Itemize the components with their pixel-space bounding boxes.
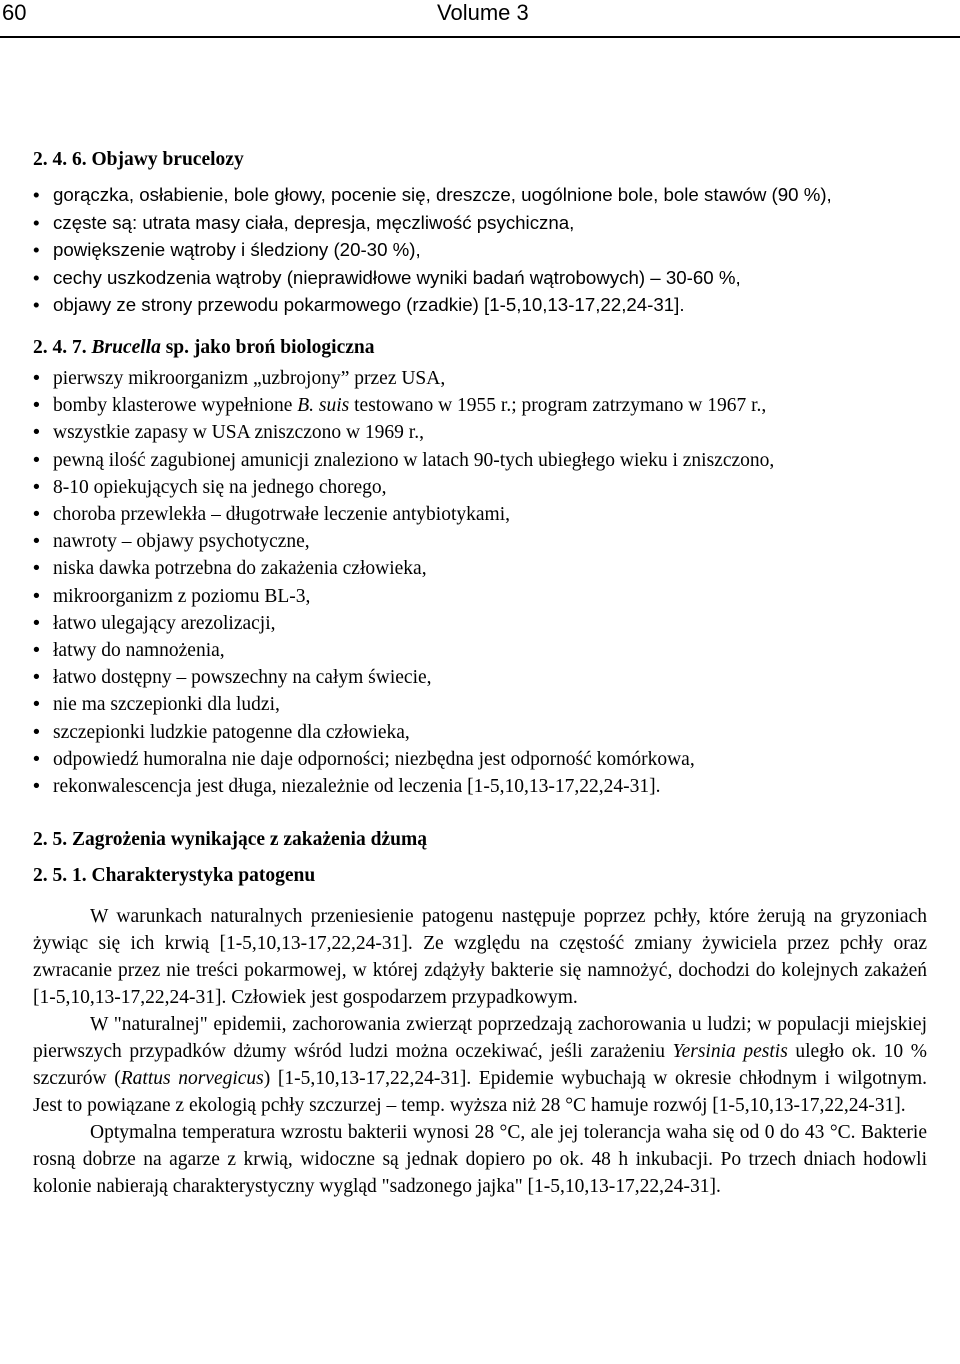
species-name: Rattus norvegicus bbox=[120, 1068, 264, 1090]
heading-brucellosis-symptoms: 2. 4. 6. Objawy brucelozy bbox=[33, 149, 244, 170]
heading-number: 2. 4. 7. bbox=[33, 336, 87, 358]
list-item: • cechy uszkodzenia wątroby (nieprawidłowe wyniki badań wątrobowych) – 30-60 %, bbox=[33, 264, 927, 292]
list-item-text: testowano w 1955 r.; program zatrzymano w 1967 r., bbox=[354, 395, 767, 417]
page-number: 60 bbox=[2, 0, 27, 25]
paragraph bbox=[33, 1011, 927, 1119]
paragraph-text: uległo ok. 10 % szczurów ( bbox=[33, 1041, 928, 1090]
heading-biological-weapon bbox=[33, 334, 927, 362]
list-item-text: bomby klasterowe wypełnione bbox=[53, 395, 293, 417]
heading-pathogen-characteristics: 2. 5. 1. Charakterystyka patogenu bbox=[33, 865, 316, 887]
list-item: • nie ma szczepionki dla ludzi, bbox=[33, 691, 927, 718]
species-name: Yersinia pestis bbox=[672, 1041, 788, 1063]
list-item: • gorączka, osłabienie, bole głowy, pocenie się, dreszcze, uogólnione bole, bole stawów (90 %), bbox=[33, 181, 927, 209]
paragraph: W warunkach naturalnych przeniesienie patogenu następuje poprzez pchły, które żerują na gryzoniach żywiąc się ich krwią [1-5,10,13-17,22,24-31]. Ze względu na częstość zmiany żywiciela przez pchły oraz zwracanie przez nie treści pokarmowej, w której zdążyły bakterie się namnożyć, dochodzi do kolejnych zakażeń [1-5,10,13-17,22,24-31]. Człowiek jest gospodarzem przypadkowym. bbox=[33, 906, 927, 1009]
list-item: • powiększenie wątroby i śledziony (20-30 %), bbox=[33, 236, 927, 264]
list-item: • wszystkie zapasy w USA zniszczono w 1969 r., bbox=[33, 419, 927, 446]
list-item bbox=[33, 392, 927, 419]
heading-text: sp. jako broń biologiczna bbox=[165, 336, 375, 358]
list-item: • 8-10 opiekujących się na jednego chorego, bbox=[33, 474, 927, 501]
list-item: • pierwszy mikroorganizm „uzbrojony” przez USA, bbox=[33, 365, 927, 392]
list-item: • szczepionki ludzkie patogenne dla człowieka, bbox=[33, 719, 927, 746]
paragraph: Optymalna temperatura wzrostu bakterii wynosi 28 °C, ale jej tolerancja waha się od 0 do 43 °C. Bakterie rosną dobrze na agarze z krwią, widoczne są jednak dopiero po ok. 48 h inkubacji. Po trzech dniach hodowli kolonie nabierają charakterystyczny wygląd "sadzonego jajka" [1-5,10,13-17,22,24-31]. bbox=[33, 1122, 927, 1198]
volume-label: Volume 3 bbox=[437, 0, 529, 25]
list-item: • niska dawka potrzebna do zakażenia człowieka, bbox=[33, 555, 927, 582]
list-item: • mikroorganizm z poziomu BL-3, bbox=[33, 583, 927, 610]
species-name: B. suis bbox=[297, 395, 350, 417]
list-item: • nawroty – objawy psychotyczne, bbox=[33, 528, 927, 555]
list-item: • częste są: utrata masy ciała, depresja, męczliwość psychiczna, bbox=[33, 209, 927, 237]
running-header bbox=[0, 0, 960, 38]
list-item: • łatwo ulegający arezolizacji, bbox=[33, 610, 927, 637]
list-item: • choroba przewlekła – długotrwałe leczenie antybiotykami, bbox=[33, 501, 927, 528]
list-item: • łatwo dostępny – powszechny na całym świecie, bbox=[33, 664, 927, 691]
paragraph-text: ) [1-5,10,13-17,22,24-31]. Epidemie wybuchają w okresie chłodnym i wilgotnym. Jest to powiązane z ekologią pchły szczurzej – temp. wyższa niż 28 °C hamuje rozwój [1-5,10,13-17,22,24-31]. bbox=[33, 1068, 927, 1117]
weapon-list bbox=[33, 365, 927, 800]
symptoms-list bbox=[33, 181, 927, 319]
paragraph-text: W "naturalnej" epidemii, zachorowania zwierząt poprzedzają zachorowania u ludzi; w populacji miejskiej pierwszych przypadków dżumy wśród ludzi można oczekiwać, jeśli zarażeniu bbox=[33, 1014, 927, 1063]
heading-genus: Brucella bbox=[91, 336, 161, 358]
list-item: • rekonwalescencja jest długa, niezależnie od leczenia [1-5,10,13-17,22,24-31]. bbox=[33, 773, 927, 800]
list-item: • objawy ze strony przewodu pokarmowego (rzadkie) [1-5,10,13-17,22,24-31]. bbox=[33, 291, 927, 319]
list-item: • odpowiedź humoralna nie daje odporności; niezbędna jest odporność komórkowa, bbox=[33, 746, 927, 773]
list-item: • pewną ilość zagubionej amunicji znaleziono w latach 90-tych ubiegłego wieku i zniszczono, bbox=[33, 447, 927, 474]
heading-plague-threats: 2. 5. Zagrożenia wynikające z zakażenia dżumą bbox=[33, 829, 427, 851]
page-content bbox=[33, 146, 927, 1200]
list-item: • łatwy do namnożenia, bbox=[33, 637, 927, 664]
